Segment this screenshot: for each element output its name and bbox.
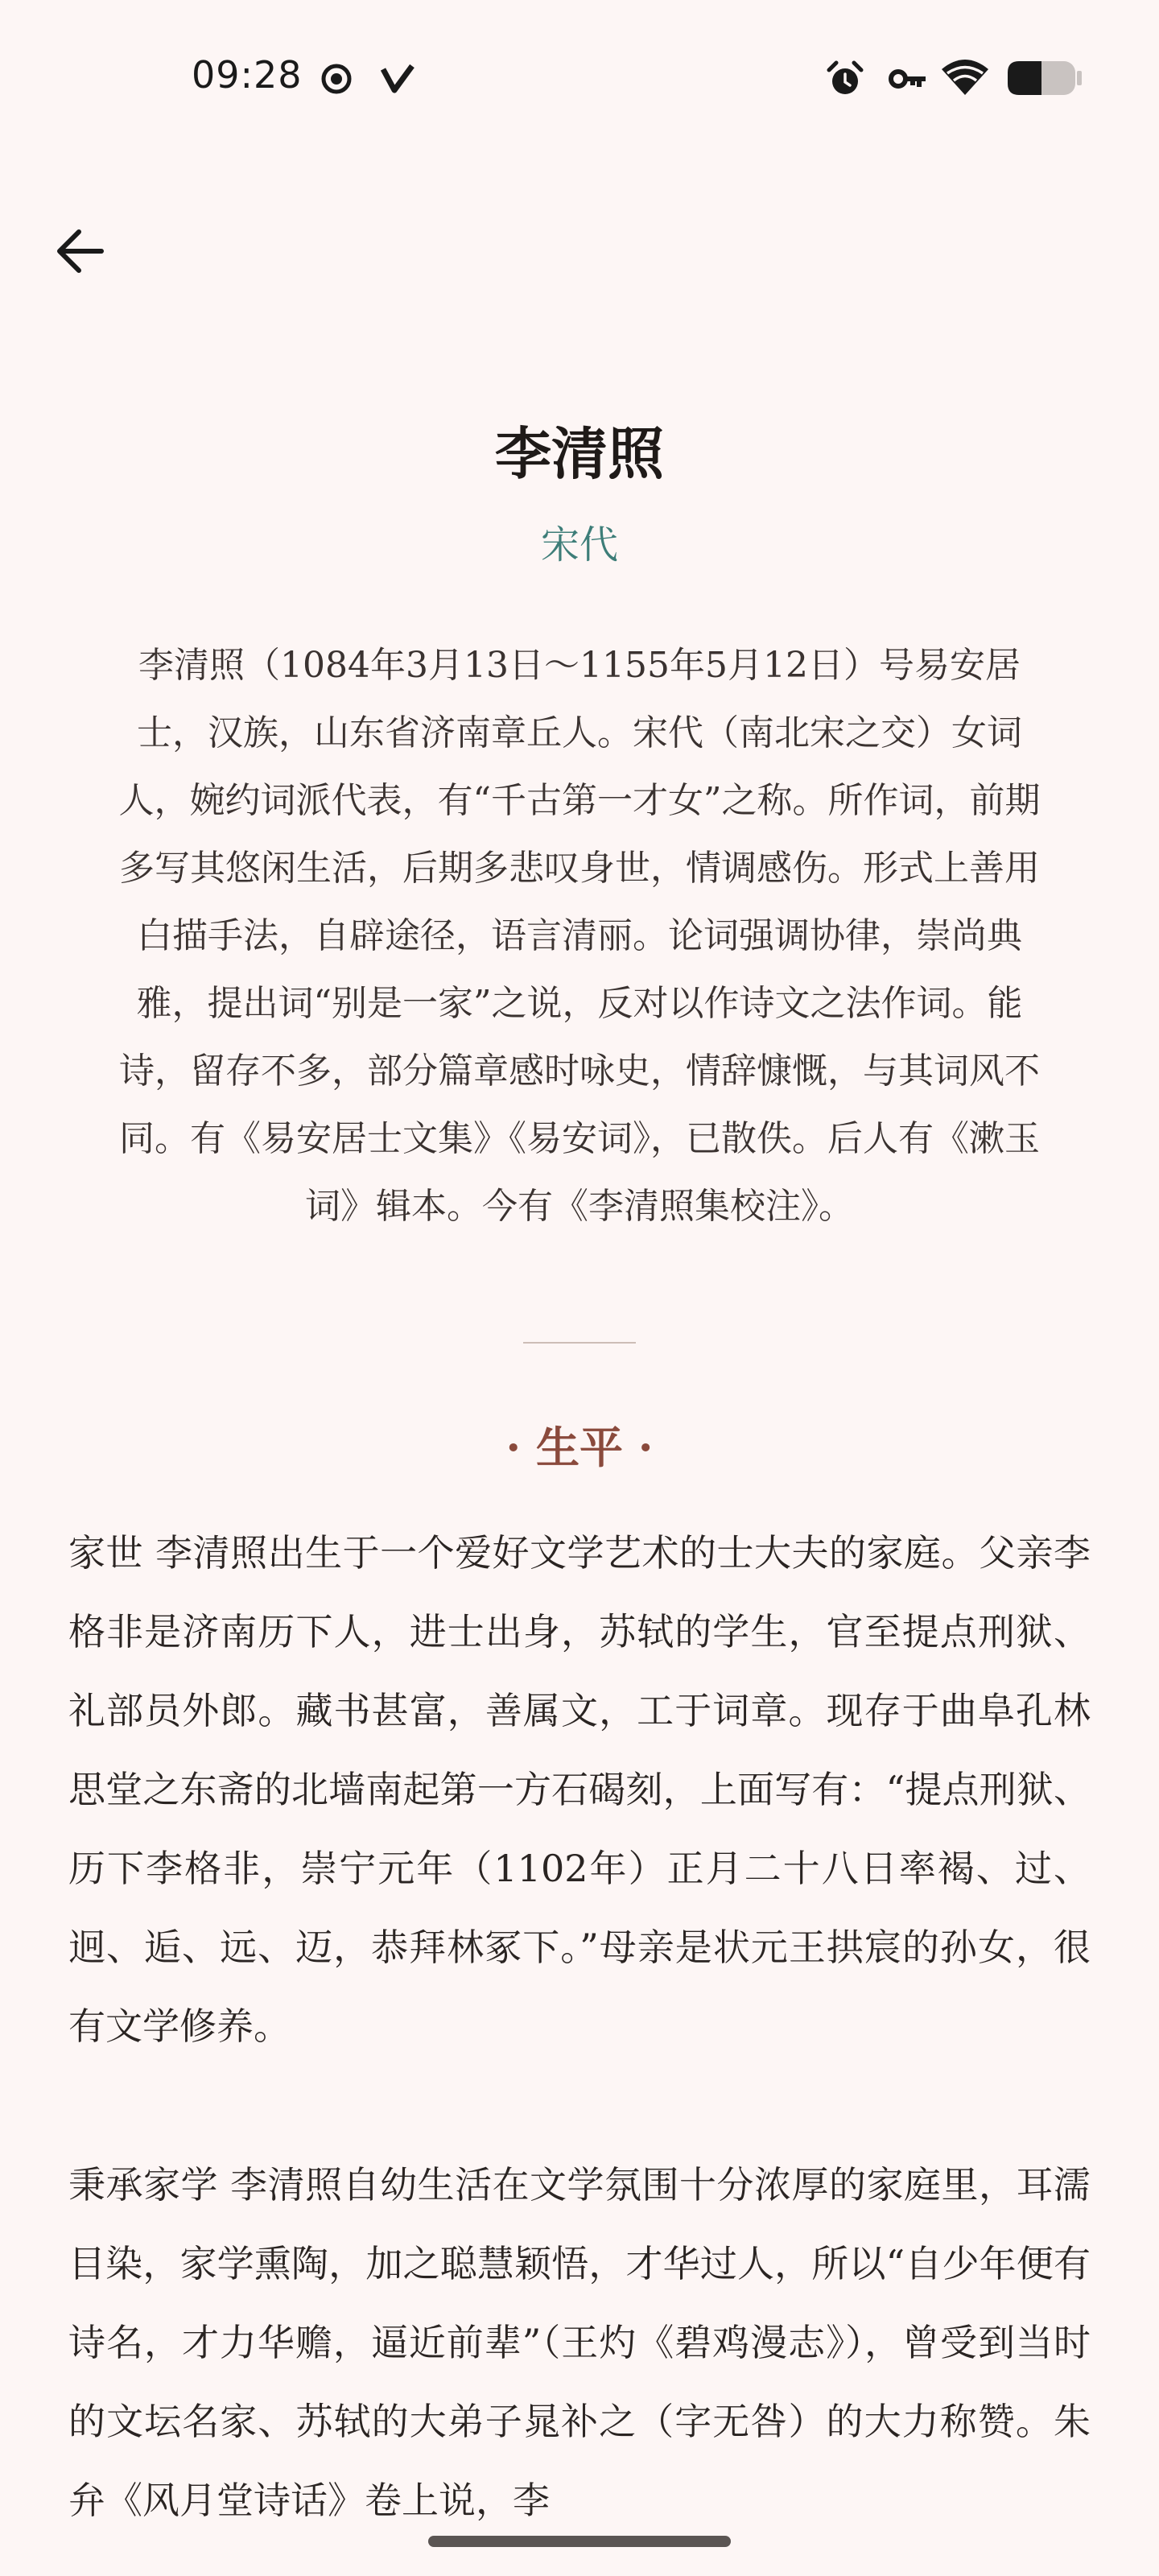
key-icon [889, 64, 929, 93]
battery-icon [1006, 60, 1083, 97]
alarm-icon [826, 60, 864, 98]
section-divider [523, 1342, 636, 1344]
wifi-icon [940, 58, 990, 98]
check-v-icon [380, 63, 415, 95]
poet-intro: 李清照（1084年3月13日～1155年5月12日）号易安居士，汉族，山东省济南章丘人。宋代（南北宋之交）女词人，婉约词派代表，有“千古第一才女”之称。所作词，前期多写其悠闲生活，后期多悲叹身世，情调感伤。形式上善用白描手法，自辟途径，语言清丽。论词强调协律，崇尚典雅，提出词“别是一家”之说，反对以作诗文之法作词。能诗，留存不多，部分篇章感时咏史，情辞慷慨，与其词风不同。有《易安居士文集》《易安词》，已散佚。后人有《漱玉词》辑本。今有《李清照集校注》。 [118, 645, 1041, 1227]
back-button[interactable] [40, 211, 121, 291]
section-heading: · 生平 · [505, 1422, 654, 1473]
gesture-navigation-bar[interactable] [428, 2536, 731, 2547]
biography-paragraph: 家世 李清照出生于一个爱好文学艺术的士大夫的家庭。父亲李格非是济南历下人，进士出身，苏轼的学生，官至提点刑狱、礼部员外郎。藏书甚富，善属文，工于词章。现存于曲阜孔林思堂之东斋的北墙南起第一方石碣刻，上面写有：“提点刑狱、历下李格非，崇宁元年（1102年）正月二十八日率褐、过、迥、逅、远、迈，恭拜林冢下。”母亲是状元王拱宸的孙女，很有文学修养。 [68, 1531, 1091, 2048]
arrow-left-icon [56, 229, 105, 274]
status-bar [0, 0, 1159, 153]
status-time: 09:28 [192, 53, 303, 97]
poet-dynasty[interactable]: 宋代 [540, 522, 618, 568]
record-icon [320, 63, 353, 95]
biography-paragraph: 秉承家学 李清照自幼生活在文学氛围十分浓厚的家庭里，耳濡目染，家学熏陶，加之聪慧颖悟，才华过人，所以“自少年便有诗名，才力华赡，逼近前辈”（王灼《碧鸡漫志》），曾受到当时的文坛名家、苏轼的大弟子晁补之（字无咎）的大力称赞。朱弁《风月堂诗话》卷上说，李 [68, 2163, 1091, 2522]
poet-name: 李清照 [495, 420, 664, 487]
